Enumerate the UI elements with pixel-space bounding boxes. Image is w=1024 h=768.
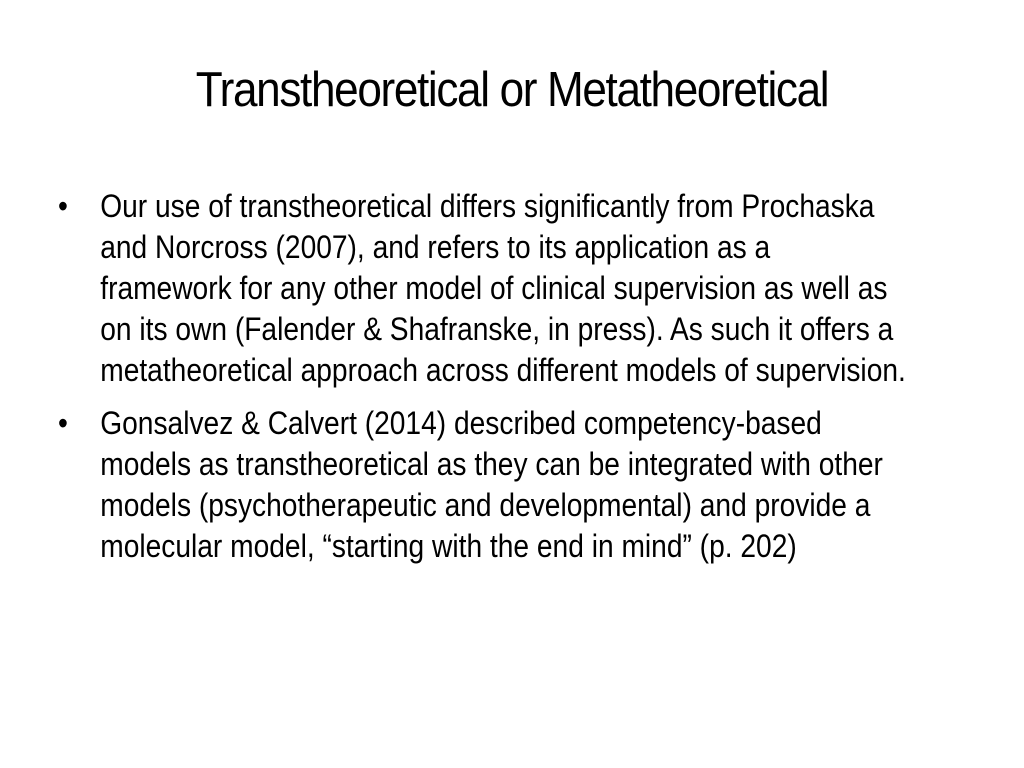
- bullet-item: [58, 186, 907, 391]
- bullet-text: Gonsalvez & Calvert (2014) described competency-based models as transtheoretical as they can be integrated with other models (psychotherapeutic and developmental) and provide a molecular model, “starting with the end in mind” (p. 202): [100, 405, 883, 564]
- bullet-marker-icon: •: [58, 405, 68, 441]
- bullet-marker-icon: •: [58, 188, 68, 224]
- bullet-text: Our use of transtheoretical differs significantly from Prochaska and Norcross (2007), and refers to its application as a framework for any other model of clinical supervision as well as on its own (Falender & Shafranske, in press). As such it offers a metatheoretical approach across different models of supervision.: [100, 188, 906, 388]
- slide-title: Transtheoretical or Metatheoretical: [195, 63, 829, 117]
- bullet-item: [58, 403, 907, 567]
- bullet-list: [58, 186, 907, 579]
